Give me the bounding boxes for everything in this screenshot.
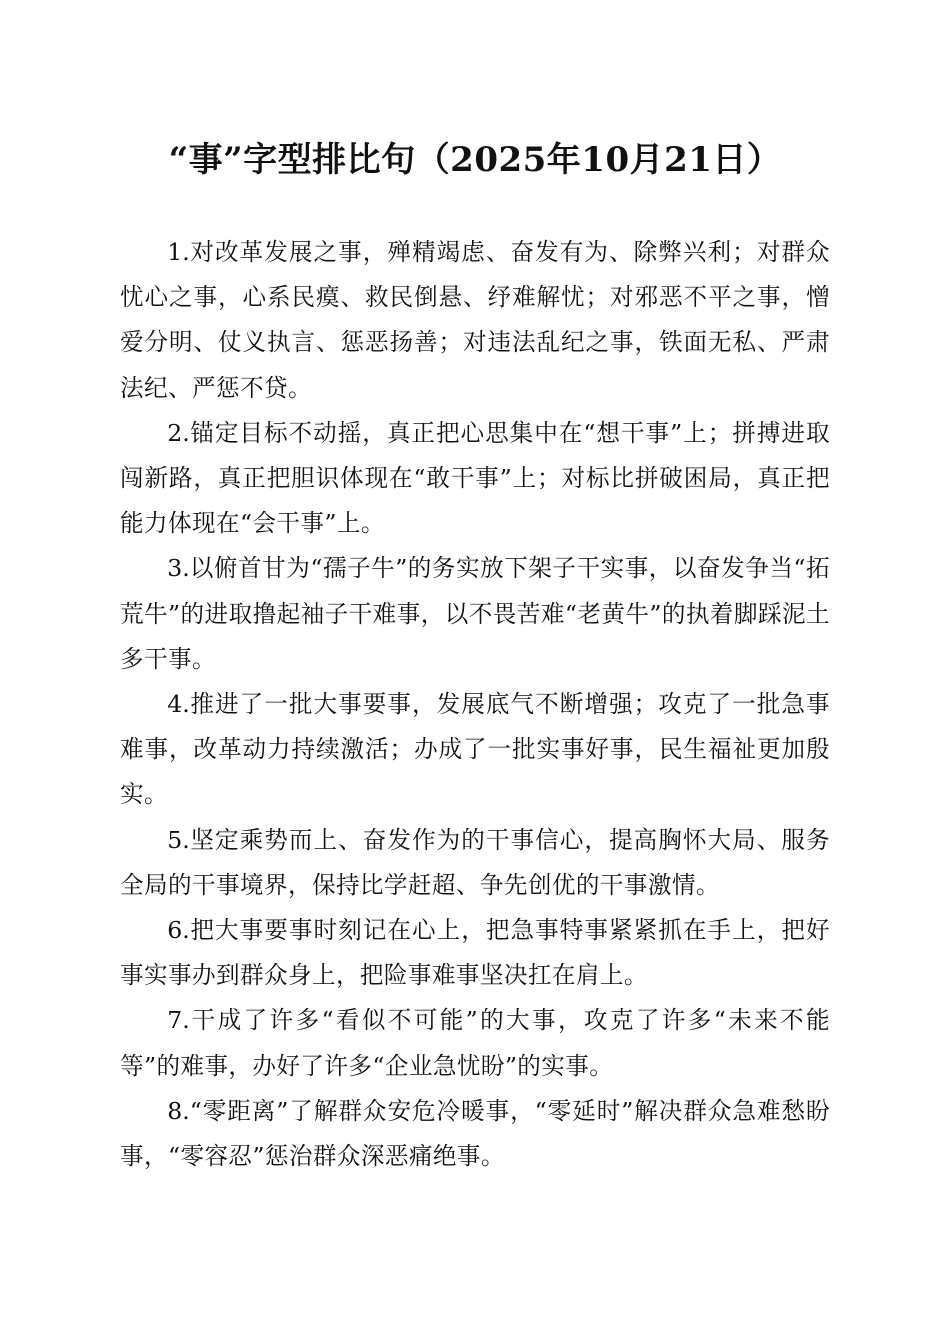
paragraph-text: 把大事要事时刻记在心上，把急事特事紧紧抓在手上，把好事实事办到群众身上，把险事难事坚决扛在肩上。 xyxy=(120,916,830,990)
paragraph-5 xyxy=(120,818,830,908)
paragraph-number: 5. xyxy=(167,825,190,854)
paragraph-text: “零距离”了解群众安危冷暖事，“零延时”解决群众急难愁盼事，“零容忍”惩治群众深恶痛绝事。 xyxy=(120,1096,830,1171)
paragraph-2 xyxy=(120,411,830,547)
paragraph-number: 7. xyxy=(167,1006,190,1035)
paragraph-8 xyxy=(120,1089,830,1179)
paragraph-3 xyxy=(120,546,830,682)
paragraph-number: 1. xyxy=(167,238,190,266)
paragraph-number: 8. xyxy=(167,1096,190,1125)
paragraph-6 xyxy=(120,908,830,998)
paragraph-number: 4. xyxy=(167,690,190,719)
paragraph-number: 3. xyxy=(167,554,190,583)
paragraph-text: 推进了一批大事要事，发展底气不断增强；攻克了一批急事难事，改革动力持续激活；办成了一批实事好事，民生福祉更加殷实。 xyxy=(120,690,830,809)
document-title: “事”字型排比句（2025年10月21日） xyxy=(168,140,782,180)
paragraph-4 xyxy=(120,682,830,818)
paragraph-7 xyxy=(120,998,830,1088)
paragraph-text: 锚定目标不动摇，真正把心思集中在“想干事”上；拼搏进取闯新路，真正把胆识体现在“敢干事”上；对标比拼破困局，真正把能力体现在“会干事”上。 xyxy=(120,418,830,538)
paragraph-1 xyxy=(120,230,830,411)
document-body xyxy=(120,230,830,1179)
paragraph-text: 对改革发展之事，殚精竭虑、奋发有为、除弊兴利；对群众忧心之事，心系民瘼、救民倒悬、纾难解忧；对邪恶不平之事，憎爱分明、仗义执言、惩恶扬善；对违法乱纪之事，铁面无私、严肃法纪、严惩不贷。 xyxy=(120,238,830,402)
paragraph-text: 干成了许多“看似不可能”的大事，攻克了许多“未来不能等”的难事，办好了许多“企业急忧盼”的实事。 xyxy=(120,1006,830,1080)
paragraph-number: 2. xyxy=(167,418,190,447)
paragraph-text: 以俯首甘为“孺子牛”的务实放下架子干实事，以奋发争当“拓荒牛”的进取撸起袖子干难事，以不畏苦难“老黄牛”的执着脚踩泥土多干事。 xyxy=(120,554,830,673)
paragraph-number: 6. xyxy=(167,916,190,945)
paragraph-text: 坚定乘势而上、奋发作为的干事信心，提高胸怀大局、服务全局的干事境界，保持比学赶超、争先创优的干事激情。 xyxy=(120,825,830,899)
